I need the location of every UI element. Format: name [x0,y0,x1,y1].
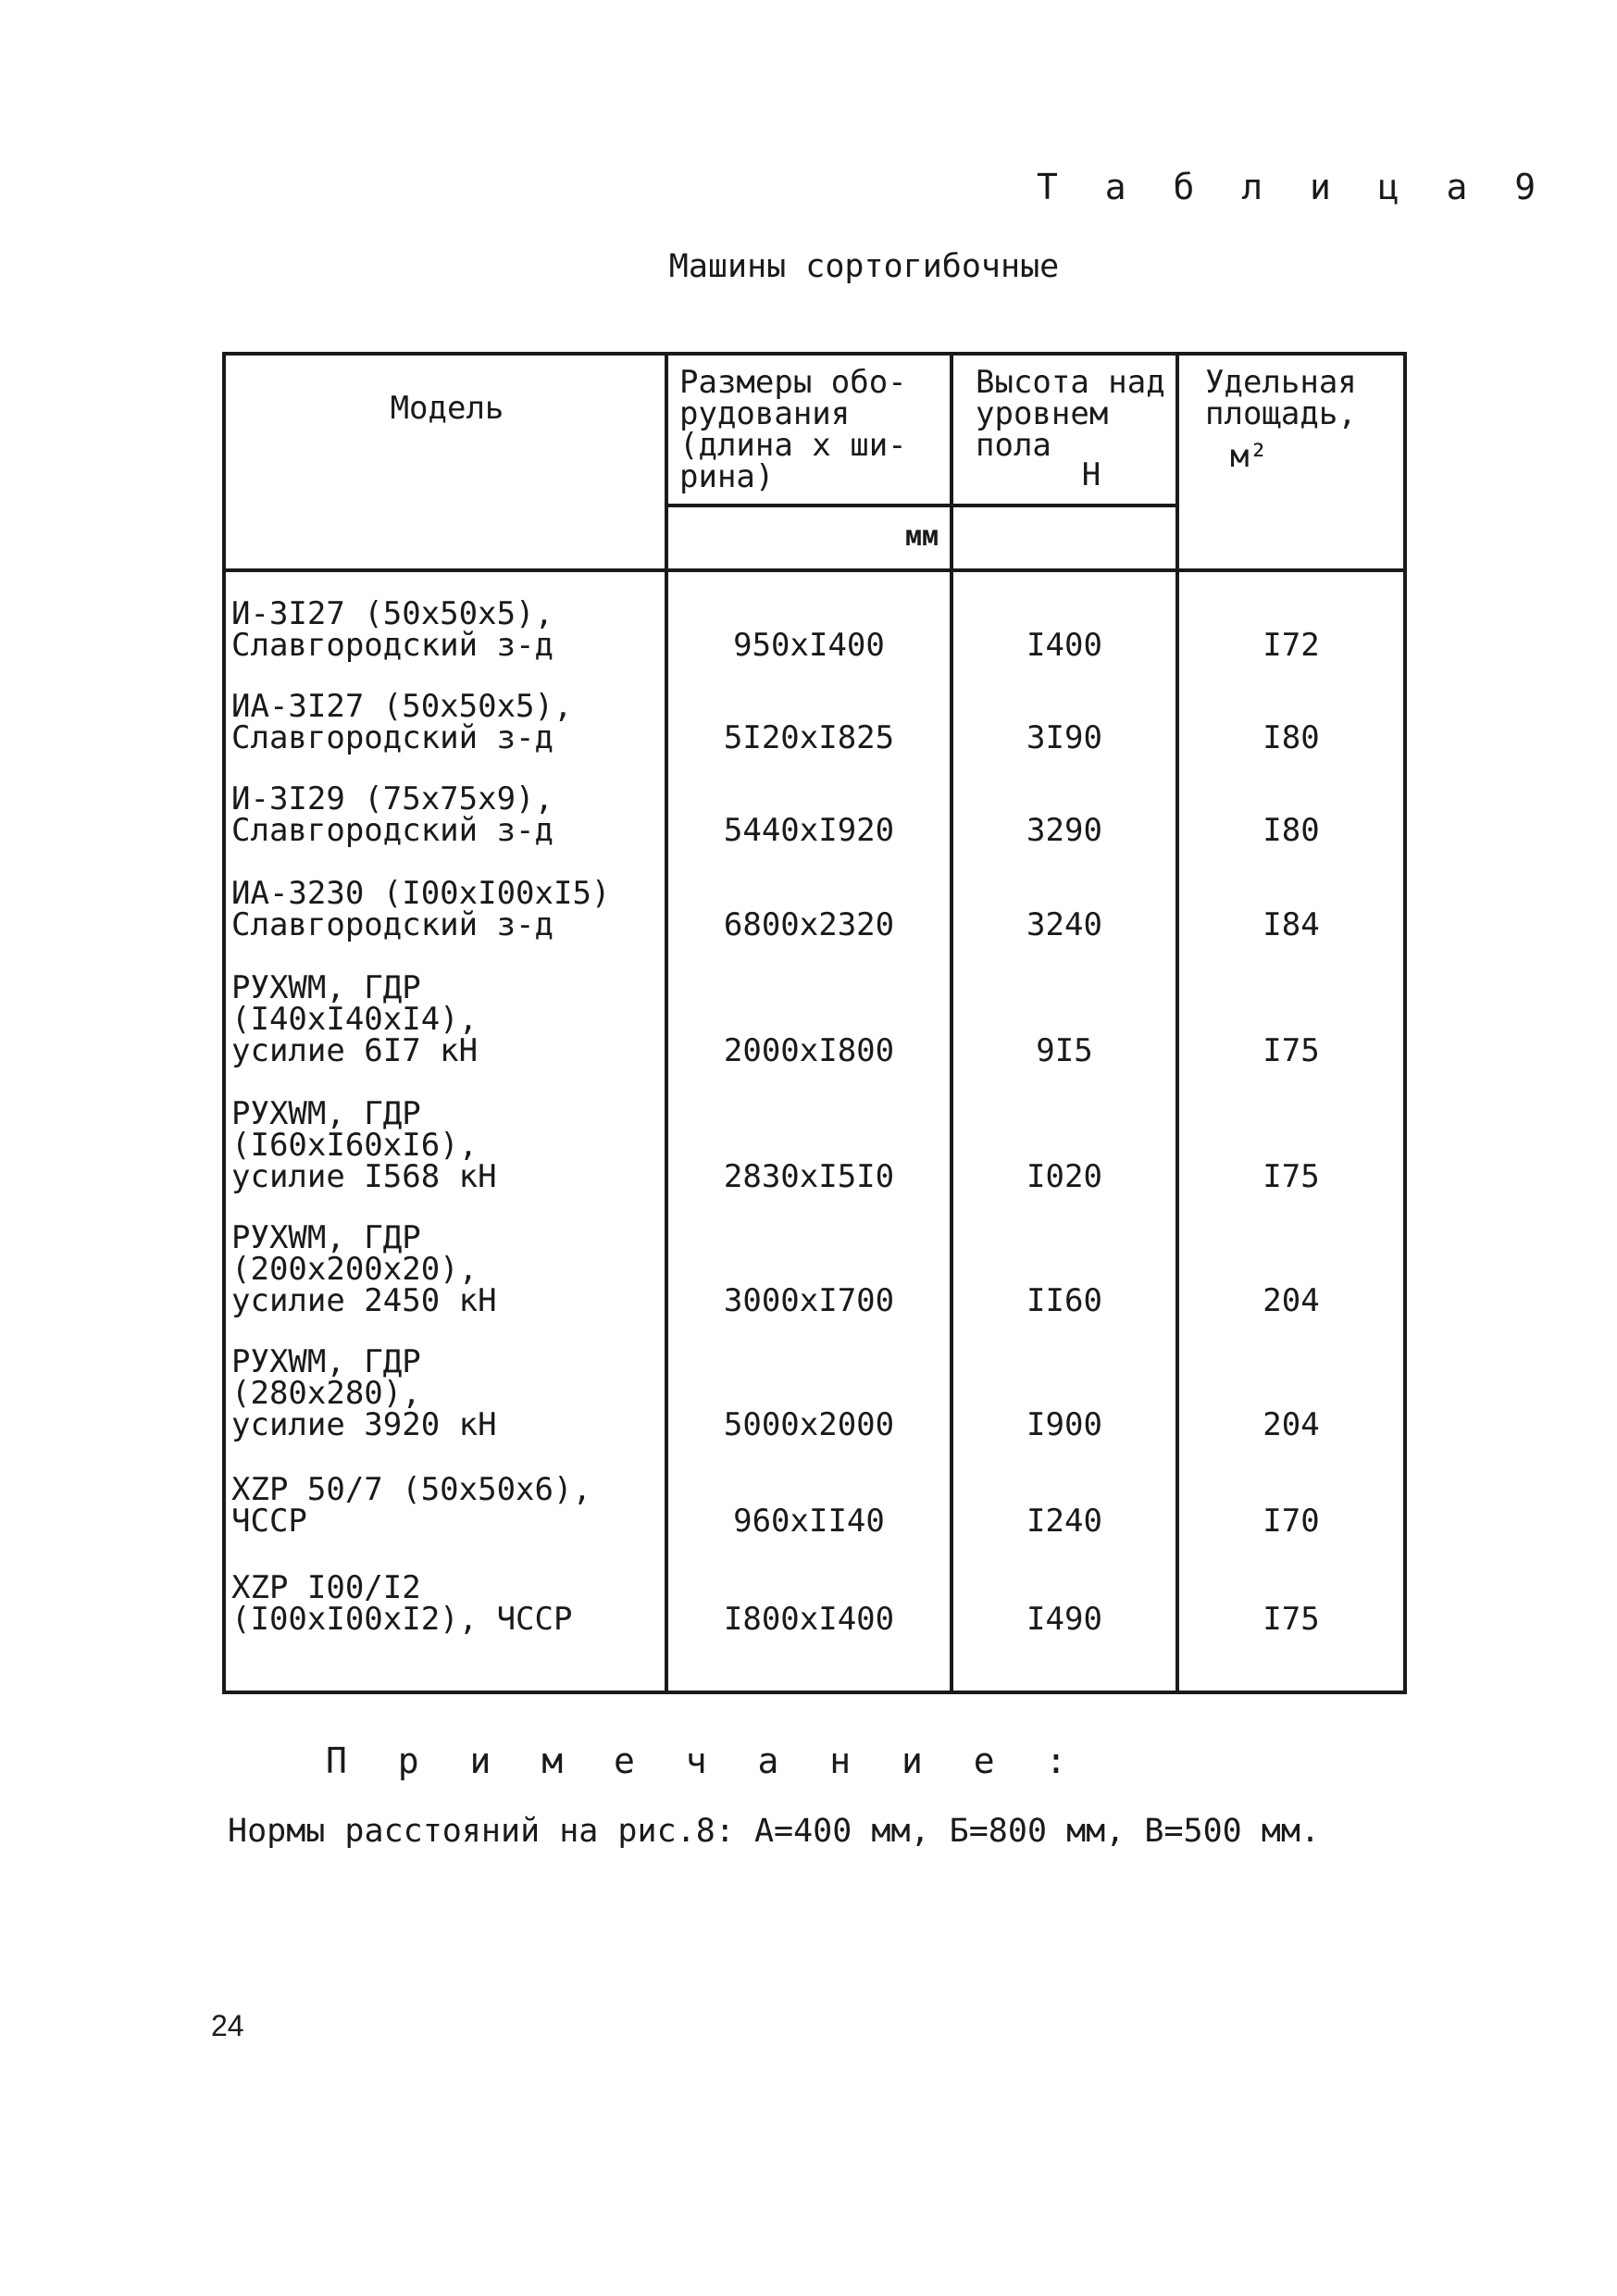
table-label: Т а б л и ц а 9 [1037,167,1549,207]
cell-dimensions: 5000х2000 [723,1406,895,1443]
cell-area: I70 [1263,1503,1320,1540]
cell-area: I80 [1263,812,1320,849]
header-model: Модель [390,390,504,427]
cell-height: 3290 [1026,812,1102,849]
cell-area: 204 [1263,1406,1320,1443]
cell-area: 204 [1263,1282,1320,1319]
cell-model: РУХWМ, ГДР (280х280), усилие 3920 кН [231,1343,497,1443]
cell-height: I240 [1026,1503,1102,1540]
cell-dimensions: I800хI400 [723,1601,895,1638]
cell-model: ИА-3I27 (50х50х5), Славгородский з-д [231,688,573,756]
cell-area: I80 [1263,719,1320,756]
cell-dimensions: 5I20хI825 [723,719,895,756]
cell-area: I75 [1263,1601,1320,1638]
table-row [226,1333,1403,1441]
table-row [226,676,1403,754]
cell-dimensions: 3000хI700 [723,1282,895,1319]
header-area: Удельная площадь, [1205,364,1357,432]
table-row [226,959,1403,1067]
table-row [226,1459,1403,1540]
cell-area: I84 [1263,906,1320,943]
header-area-unit: м² [1230,438,1268,475]
cell-height: II60 [1026,1282,1102,1319]
cell-height: I400 [1026,627,1102,664]
header-subdivider [668,504,1175,507]
note-title: П р и м е ч а н и е : [326,1741,1082,1781]
table-title: Машины сортогибочные [668,248,1060,285]
cell-dimensions: 950хI400 [733,627,885,664]
cell-height: I490 [1026,1601,1102,1638]
header-height: Высота над уровнем пола [976,364,1165,464]
table-row [226,1085,1403,1195]
table-row [226,768,1403,849]
cell-height: 3I90 [1026,719,1102,756]
cell-model: РУХWМ, ГДР (I40хI40хI4), усилие 6I7 кН [231,969,479,1069]
header-unit-row: мм [904,520,939,553]
header-bottom-line [226,568,1403,572]
cell-dimensions: 960хII40 [733,1503,885,1540]
table-row [226,587,1403,664]
cell-height: 3240 [1026,906,1102,943]
table-row [226,1555,1403,1638]
cell-model: И-3I29 (75х75х9), Славгородский з-д [231,780,554,849]
cell-model: И-3I27 (50х50х5), Славгородский з-д [231,595,554,664]
table-row [226,863,1403,941]
table-row [226,1209,1403,1319]
cell-dimensions: 2830хI5I0 [723,1158,895,1195]
note-text: Нормы расстояний на рис.8: А=400 мм, Б=800 мм, В=500 мм. [228,1813,1321,1850]
cell-model: ИА-3230 (I00хI00хI5) Славгородский з-д [231,875,611,943]
cell-height: I020 [1026,1158,1102,1195]
cell-dimensions: 2000хI800 [723,1032,895,1069]
cell-model: РУХWМ, ГДР (I60хI60хI6), усилие I568 кН [231,1095,497,1195]
cell-area: I75 [1263,1158,1320,1195]
header-dimensions: Размеры обо- рудования (длина х ши- рина) [679,364,907,495]
cell-dimensions: 5440хI920 [723,812,895,849]
cell-height: I900 [1026,1406,1102,1443]
data-table [222,352,1407,1694]
page-number: 24 [211,2009,244,2042]
cell-model: XZР I00/I2 (I00хI00хI2), ЧССР [231,1569,573,1638]
cell-area: I75 [1263,1032,1320,1069]
cell-area: I72 [1263,627,1320,664]
header-height-symbol: Н [1081,456,1101,493]
cell-model: РУХWМ, ГДР (200х200х20), усилие 2450 кН [231,1219,497,1319]
cell-dimensions: 6800х2320 [723,906,895,943]
cell-height: 9I5 [1036,1032,1093,1069]
cell-model: XZР 50/7 (50х50х6), ЧССР [231,1471,591,1540]
